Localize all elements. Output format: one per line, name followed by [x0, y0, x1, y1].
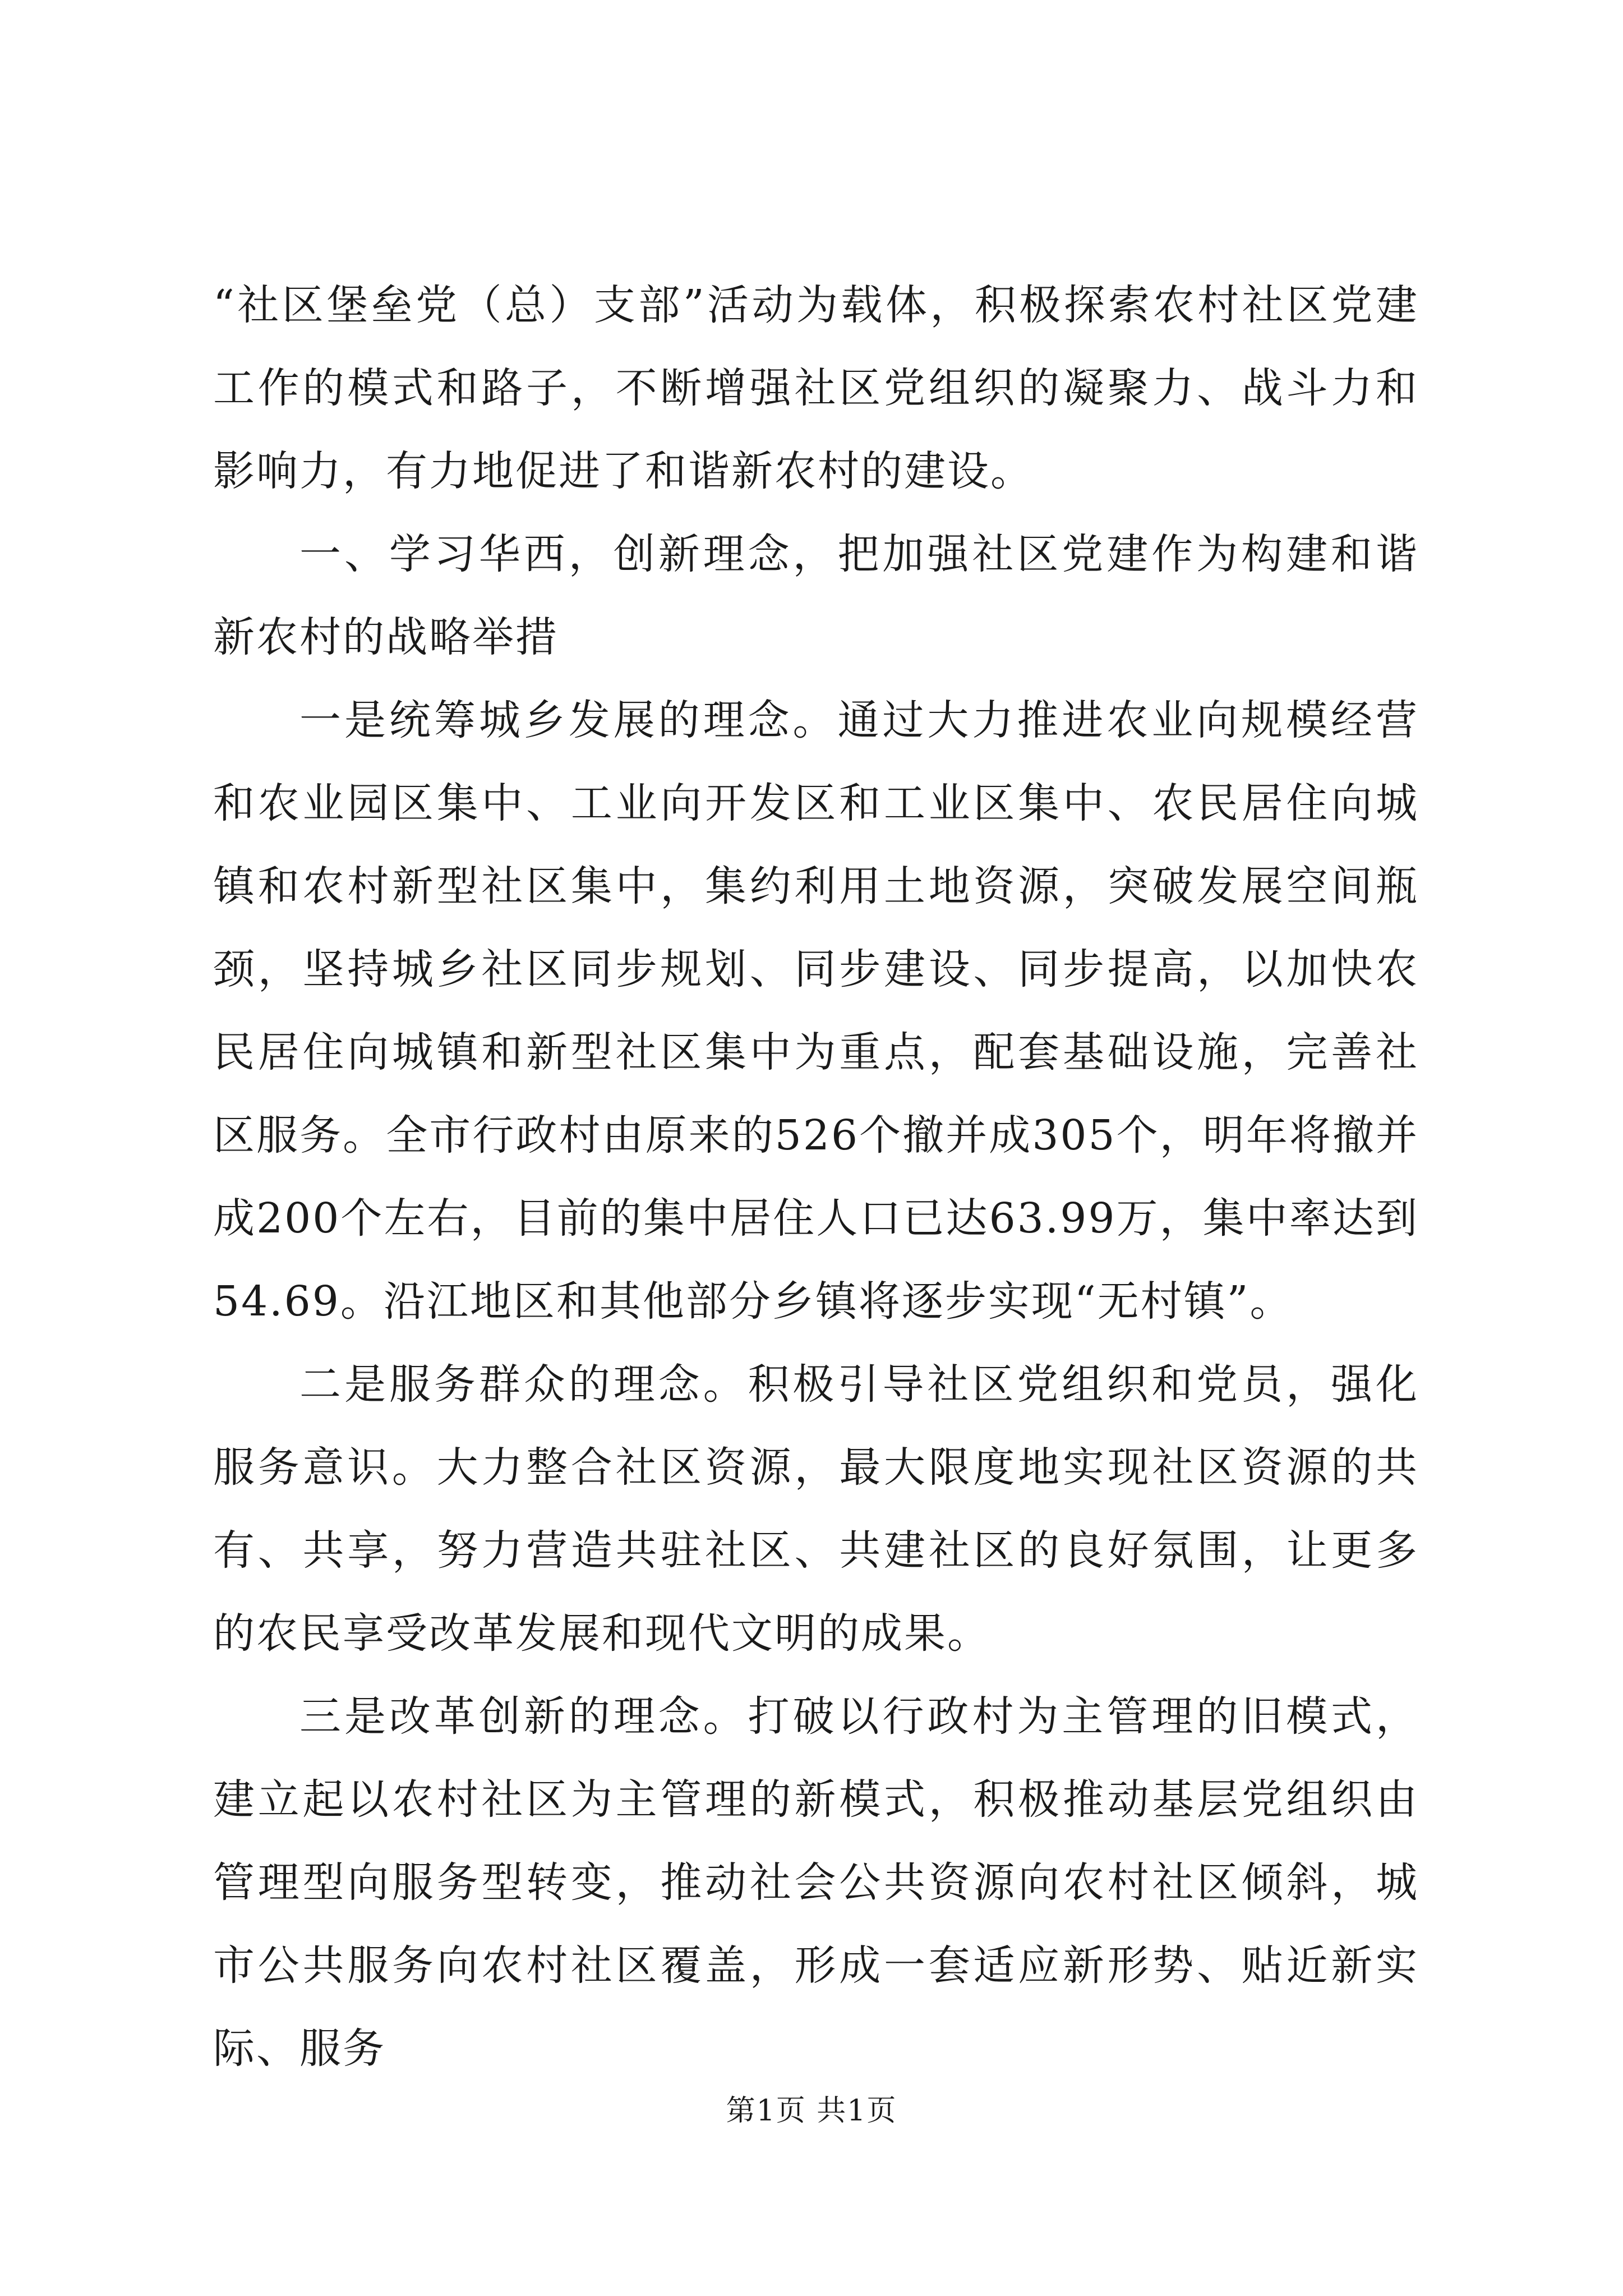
paragraph-intro: “社区堡垒党（总）支部”活动为载体，积极探索农村社区党建工作的模式和路子，不断增强社区党组织的凝聚力、战斗力和影响力，有力地促进了和谐新农村的建设。 [213, 281, 1419, 495]
paragraph-serve-masses: 二是服务群众的理念。积极引导社区党组织和党员，强化服务意识。大力整合社区资源，最大限度地实现社区资源的共有、共享，努力营造共驻社区、共建社区的良好氛围，让更多的农民享受改革发展和现代文明的成果。 [213, 1360, 1419, 1658]
paragraph-urban-rural: 一是统筹城乡发展的理念。通过大力推进农业向规模经营和农业园区集中、工业向开发区和工业区集中、农民居住向城镇和农村新型社区集中，集约利用土地资源，突破发展空间瓶颈，坚持城乡社区同步规划、同步建设、同步提高，以加快农民居住向城镇和新型社区集中为重点，配套基础设施，完善社区服务。全市行政村由原来的526个撤并成305个，明年将撤并成200个左右，目前的集中居住人口已达63.99万，集中率达到54.69。沿江地区和其他部分乡镇将逐步实现“无村镇”。 [213, 696, 1419, 1326]
page-footer: 第1页 共1页 [726, 2094, 897, 2128]
paragraph-reform: 三是改革创新的理念。打破以行政村为主管理的旧模式，建立起以农村社区为主管理的新模式，积极推动基层党组织由管理型向服务型转变，推动社会公共资源向农村社区倾斜，城市公共服务向农村社区覆盖，形成一套适应新形势、贴近新实际、服务 [213, 1692, 1419, 2073]
section-heading-1: 一、学习华西，创新理念，把加强社区党建作为构建和谐新农村的战略举措 [213, 530, 1419, 661]
document-body [213, 264, 1419, 2090]
